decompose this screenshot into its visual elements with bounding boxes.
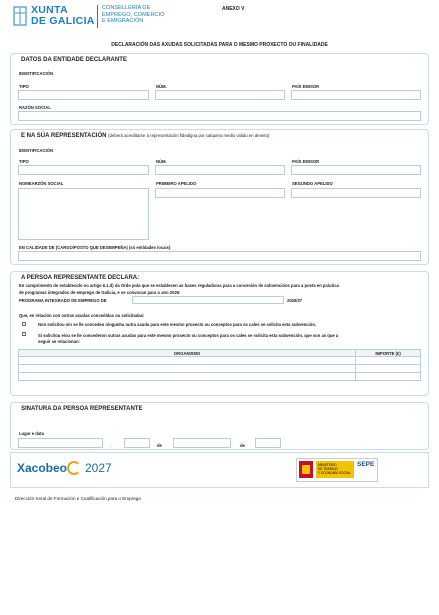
year-field[interactable] xyxy=(255,438,281,448)
xacobeo-swirl-icon xyxy=(67,461,81,475)
sepe-logo xyxy=(357,461,374,468)
option-no-aids-checkbox[interactable] xyxy=(22,322,26,326)
spain-shield-icon xyxy=(299,461,313,478)
document-title: DECLARACIÓN DAS AXUDAS SOLICITADAS PARA O MESMO PROXECTO OU FINALIDADE xyxy=(111,42,328,48)
logo-divider xyxy=(97,5,98,28)
entity-section-title: DATOS DA ENTIDADE DECLARANTE xyxy=(21,57,127,63)
organism-column-header: ORGANISMO xyxy=(19,350,356,357)
brand-line-2: DE GALICIA xyxy=(31,15,95,27)
aids-table xyxy=(18,349,421,381)
representative-country-label: PAÍS EMISOR xyxy=(292,159,320,164)
program-label: PROGRAMA INTEGRADO DE EMPREGO DE xyxy=(19,298,107,303)
amount-cell[interactable] xyxy=(356,365,421,373)
declaration-section-title: A PERSOA REPRESENTANTE DECLARA: xyxy=(21,275,140,281)
entity-number-field[interactable] xyxy=(155,90,285,100)
representative-section-title xyxy=(21,133,269,139)
department-name xyxy=(102,5,192,25)
department-line-1: CONSELLERÍA DE xyxy=(102,5,151,11)
social-name-field[interactable] xyxy=(18,188,149,240)
ministry-line-2: DE TRABAJO xyxy=(318,467,338,471)
representative-identification-label: IDENTIFICACIÓN xyxy=(19,148,53,153)
representative-type-field[interactable] xyxy=(18,165,149,175)
company-name-field[interactable] xyxy=(18,111,421,121)
ministry-line-1: MINISTERIO xyxy=(318,463,337,467)
ministry-line-3: Y ECONOMÍA SOCIAL xyxy=(318,471,351,475)
entity-country-field[interactable] xyxy=(291,90,421,100)
first-surname-field[interactable] xyxy=(155,188,285,198)
department-line-3: E EMIGRACIÓN xyxy=(102,18,144,25)
amount-cell[interactable] xyxy=(356,373,421,381)
sepe-line-1: SEPE xyxy=(357,461,375,468)
program-field[interactable] xyxy=(132,296,284,304)
ministry-text xyxy=(318,463,353,475)
organism-cell[interactable] xyxy=(19,365,356,373)
entity-number-label: NÚM. xyxy=(156,84,167,89)
brand-name xyxy=(31,5,95,27)
place-comma: , xyxy=(110,444,112,449)
month-field[interactable] xyxy=(173,438,231,448)
representative-number-label: NÚM. xyxy=(156,159,167,164)
brand-line-1: XUNTA xyxy=(31,4,68,16)
signature-section-title: SINATURA DA PERSOA REPRESENTANTE xyxy=(21,406,143,412)
xacobeo-year: 2027 xyxy=(85,461,112,475)
xacobeo-logo-text: Xacobeo xyxy=(17,461,68,475)
annex-label: ANEXO V xyxy=(222,6,245,12)
entity-country-label: PAÍS EMISOR xyxy=(292,84,320,89)
ministry-logo xyxy=(316,461,354,478)
xunta-logo xyxy=(13,4,183,30)
place-date-label: Lugar e data xyxy=(19,431,44,436)
organism-cell[interactable] xyxy=(19,357,356,365)
program-years: 2026/27 xyxy=(287,298,303,303)
declaration-body-line-2: de programas integrados de emprego de Galicia, e se convocan para o ano 2026: xyxy=(19,290,181,295)
organism-cell[interactable] xyxy=(19,373,356,381)
option-other-aids-text-line-2: seguir se relacionan: xyxy=(38,339,80,344)
table-row xyxy=(19,373,421,381)
representative-type-label: TIPO xyxy=(19,159,29,164)
social-name-label: NOMEARZÓN SOCIAL xyxy=(19,181,64,186)
second-surname-field[interactable] xyxy=(291,188,421,198)
amount-cell[interactable] xyxy=(356,357,421,365)
entity-type-field[interactable] xyxy=(18,90,149,100)
company-name-label: RAZÓN SOCIAL xyxy=(19,105,51,110)
de-text-2: de xyxy=(240,443,245,448)
directorate-name: Dirección Xeral de Formación e Cualificación para o Emprego xyxy=(15,496,141,501)
amount-column-header: IMPORTE (€) xyxy=(356,350,421,357)
representative-note: (deberá acreditarse a representación fidedigna por calquera medio válido en dereito) xyxy=(108,133,270,138)
entity-identification-label: IDENTIFICACIÓN xyxy=(19,71,53,76)
day-field[interactable] xyxy=(124,438,150,448)
option-other-aids-text-line-1: Si solicitou e/ou se lle concederon outras axudas para este mesmo proxecto ou conceptos para os cales se solicita esta subvención, que son as que a xyxy=(38,333,339,338)
aids-table-header xyxy=(19,350,421,357)
table-row xyxy=(19,365,421,373)
representative-number-field[interactable] xyxy=(155,165,285,175)
representative-title-text: E NA SÚA REPRESENTACIÓN xyxy=(21,133,107,139)
entity-type-label: TIPO xyxy=(19,84,29,89)
de-text-1: de xyxy=(157,443,162,448)
first-surname-label: PRIMEIRO APELIDO xyxy=(156,181,197,186)
capacity-label: EN CALIDADE DE (CARGO/POSTO QUE DESEMPEÑA) (só entidades locais) xyxy=(19,245,171,250)
option-no-aids-text: Non solicitou nin se lle concedeu ningunha outra axuda para este mesmo proxecto ou conceptos para os cales se solicita esta subvención. xyxy=(38,322,317,327)
declaration-body-line-1: En cumprimento do establecido no artigo 6.1.d) da Orde pola que se establecen as bases reguladoras para a concesión de subvencións para a posta en práctica xyxy=(19,283,339,288)
table-row xyxy=(19,357,421,365)
relation-heading: Que, en relación con outras axudas concedidas ou solicitadas: xyxy=(19,313,145,318)
capacity-field[interactable] xyxy=(18,251,421,261)
department-line-2: EMPREGO, COMERCIO xyxy=(102,11,165,18)
representative-country-field[interactable] xyxy=(291,165,421,175)
option-other-aids-checkbox[interactable] xyxy=(22,332,26,336)
second-surname-label: SEGUNDO APELIDO xyxy=(292,181,333,186)
xunta-emblem-icon xyxy=(13,6,27,26)
place-field[interactable] xyxy=(18,438,103,448)
